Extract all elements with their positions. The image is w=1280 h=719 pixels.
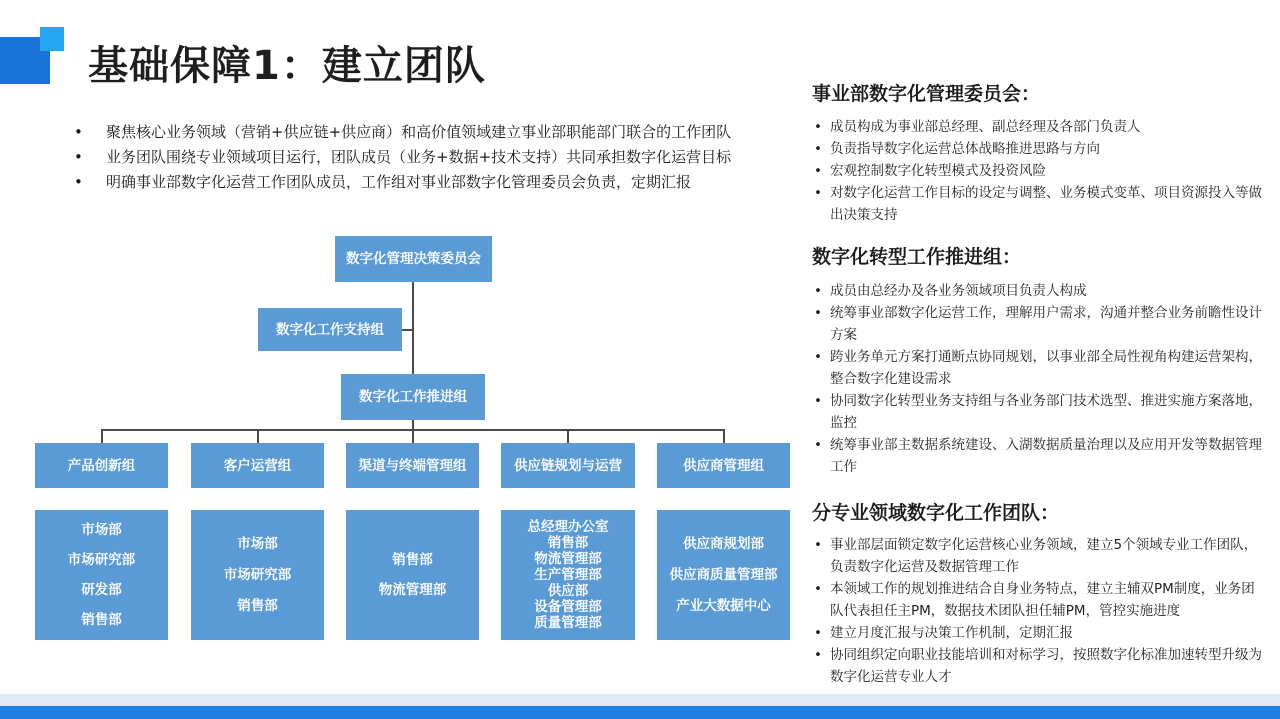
section-item: • 统筹事业部主数据系统建设、入湖数据质量治理以及应用开发等数据管理工作 — [812, 434, 1262, 478]
member-label: 质量管理部 — [534, 615, 602, 631]
connector-line — [567, 429, 569, 443]
group-box: 客户运营组 — [191, 443, 324, 488]
members-box — [191, 510, 324, 640]
section-item: • 事业部层面锁定数字化运营核心业务领域，建立5个领域专业工作团队，负责数字化运营及数据管理工作 — [812, 534, 1262, 578]
section-item: • 成员构成为事业部总经理、副总经理及各部门负责人 — [812, 116, 1262, 138]
members-box — [35, 510, 168, 640]
page-title: 基础保障1：建立团队 — [88, 43, 486, 89]
section-title: 数字化转型工作推进组： — [812, 246, 1022, 268]
section-item: • 协同组织定向职业技能培训和对标学习，按照数字化标准加速转型升级为数字化运营专业人才 — [812, 644, 1262, 688]
section-list — [812, 534, 1262, 688]
section-item: • 协同数字化转型业务支持组与各业务部门技术选型、推进实施方案落地，监控 — [812, 390, 1262, 434]
section-item: • 宏观控制数字化转型模式及投资风险 — [812, 160, 1262, 182]
section-item: • 负责指导数字化运营总体战略推进思路与方向 — [812, 138, 1262, 160]
connector-line — [412, 429, 414, 443]
members-box — [346, 510, 479, 640]
intro-item: • 明确事业部数字化运营工作团队成员，工作组对事业部数字化管理委员会负责，定期汇报 — [74, 170, 774, 195]
connector-line — [723, 429, 725, 443]
member-label: 物流管理部 — [378, 582, 447, 598]
section-list — [812, 280, 1262, 478]
member-label: 销售部 — [547, 535, 589, 551]
member-label: 供应部 — [547, 583, 589, 599]
group-box: 产品创新组 — [35, 443, 168, 488]
connector-line — [402, 329, 413, 331]
member-label: 供应商规划部 — [683, 535, 764, 552]
section-item: • 统筹事业部数字化运营工作，理解用户需求，沟通并整合业务前瞻性设计方案 — [812, 302, 1262, 346]
org-box-support: 数字化工作支持组 — [258, 308, 402, 351]
members-box — [657, 510, 790, 640]
connector-line — [412, 282, 414, 374]
corner-decoration-small — [40, 27, 64, 51]
member-label: 供应商质量管理部 — [669, 566, 778, 583]
intro-item: • 聚焦核心业务领域（营销+供应链+供应商）和高价值领域建立事业部职能部门联合的工作团队 — [74, 120, 774, 145]
footer-bar — [0, 706, 1280, 719]
member-label: 市场部 — [81, 522, 122, 538]
section-list — [812, 116, 1262, 226]
org-box-promo: 数字化工作推进组 — [341, 374, 485, 420]
member-label: 销售部 — [392, 552, 433, 568]
section-item: • 跨业务单元方案打通断点协同规划，以事业部全局性视角构建运营架构，整合数字化建设需求 — [812, 346, 1262, 390]
section-item: • 建立月度汇报与决策工作机制，定期汇报 — [812, 622, 1262, 644]
connector-line — [101, 429, 103, 443]
member-label: 市场部 — [237, 535, 278, 552]
section-item: • 成员由总经办及各业务领域项目负责人构成 — [812, 280, 1262, 302]
member-label: 研发部 — [81, 582, 122, 598]
group-box: 渠道与终端管理组 — [346, 443, 479, 488]
intro-item: • 业务团队围绕专业领域项目运行，团队成员（业务+数据+技术支持）共同承担数字化运营目标 — [74, 145, 774, 170]
section-title: 事业部数字化管理委员会： — [812, 83, 1041, 105]
org-box-top: 数字化管理决策委员会 — [335, 236, 492, 282]
member-label: 产业大数据中心 — [676, 597, 771, 614]
member-label: 设备管理部 — [534, 599, 602, 615]
section-item: • 本领域工作的规划推进结合自身业务特点，建立主辅双PM制度，业务团队代表担任主PM，数据技术团队担任辅PM，管控实施进度 — [812, 578, 1262, 622]
section-item: • 对数字化运营工作目标的设定与调整、业务模式变革、项目资源投入等做出决策支持 — [812, 182, 1262, 226]
member-label: 生产管理部 — [534, 567, 602, 583]
group-box: 供应商管理组 — [657, 443, 790, 488]
member-label: 市场研究部 — [67, 552, 136, 568]
member-label: 总经理办公室 — [527, 519, 609, 535]
connector-line — [257, 429, 259, 443]
member-label: 市场研究部 — [223, 566, 292, 583]
section-title: 分专业领域数字化工作团队： — [812, 502, 1060, 524]
footer-band — [0, 694, 1280, 706]
group-box: 供应链规划与运营 — [501, 443, 635, 488]
members-box — [501, 510, 635, 640]
member-label: 物流管理部 — [534, 551, 602, 567]
member-label: 销售部 — [237, 597, 278, 614]
intro-list — [74, 120, 774, 195]
member-label: 销售部 — [81, 612, 122, 628]
